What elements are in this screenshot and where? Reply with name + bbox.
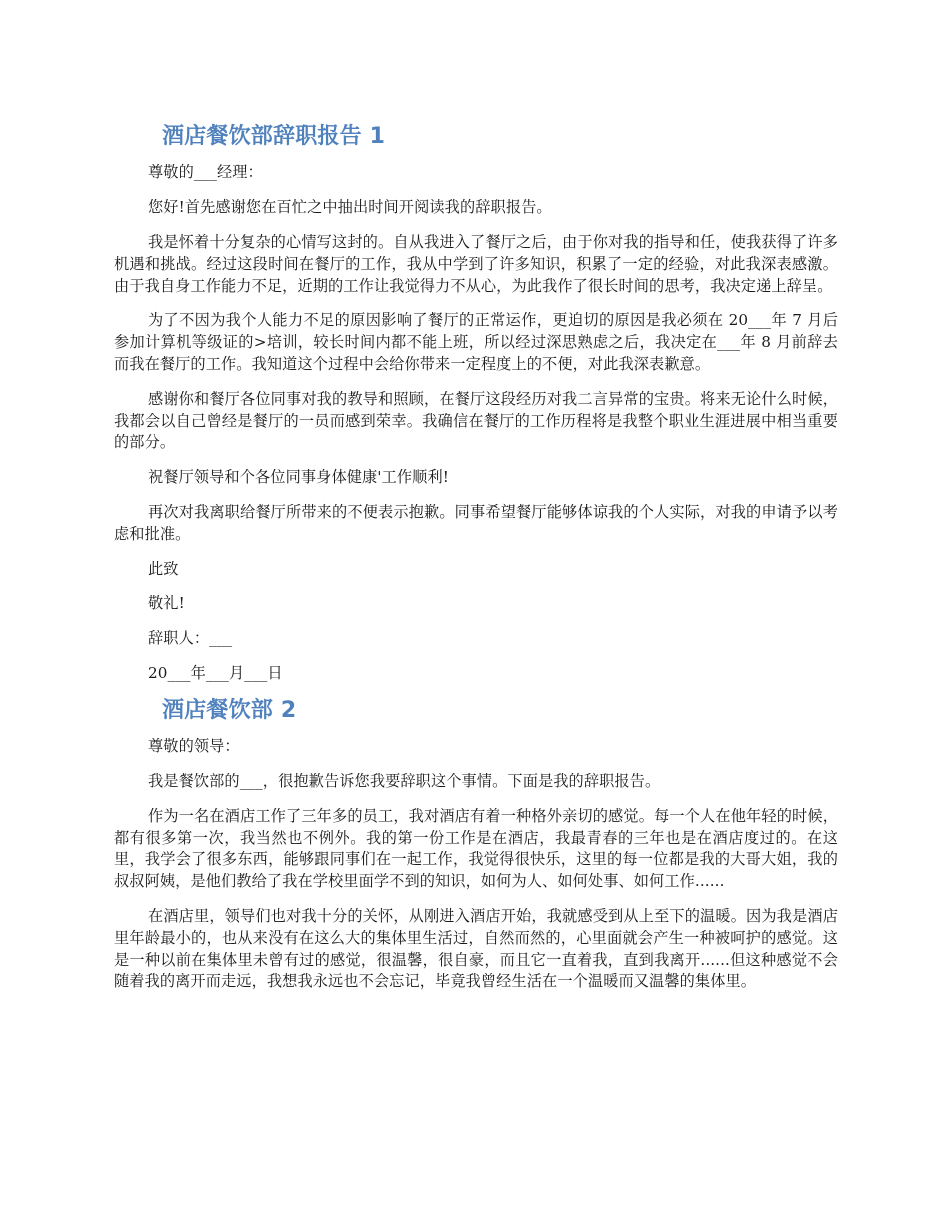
closing-line: 此致 bbox=[148, 559, 179, 578]
body-paragraph: 为了不因为我个人能力不足的原因影响了餐厅的正常运作，更迫切的原因是我必须在 20___年 7 月后参加计算机等级证的>培训，较长时间内都不能上班，所以经过深思熟虑之后，我决定在___年 8 月前辞去而我在餐厅的工作。我知道这个过程中会给你带来一定程度上的不便，对此我深表歉意。 bbox=[114, 311, 838, 373]
signature-line: 辞职人：___ bbox=[148, 629, 233, 648]
salutation: 尊敬的领导： bbox=[148, 737, 240, 756]
intro-paragraph: 我是餐饮部的___，很抱歉告诉您我要辞职这个事情。下面是我的辞职报告。 bbox=[148, 771, 661, 790]
closing-salute: 敬礼! bbox=[148, 594, 185, 613]
body-paragraph: 感谢你和餐厅各位同事对我的教导和照顾，在餐厅这段经历对我二言异常的宝贵。将来无论什么时候，我都会以自己曾经是餐厅的一员而感到荣幸。我确信在餐厅的工作历程将是我整个职业生涯进展中相当重要的部分。 bbox=[114, 389, 838, 452]
section-1-title: 酒店餐饮部辞职报告 1 bbox=[162, 124, 386, 149]
body-paragraph: 作为一名在酒店工作了三年多的员工，我对酒店有着一种格外亲切的感觉。每一个人在他年轻的时候，都有很多第一次，我当然也不例外。我的第一份工作是在酒店，我最青春的三年也是在酒店度过的。在这里，我学会了很多东西，能够跟同事们在一起工作，我觉得很快乐，这里的每一位都是我的大哥大姐，我的叔叔阿姨，是他们教给了我在学校里面学不到的知识，如何为人、如何处事、如何工作...... bbox=[114, 806, 838, 891]
wish-paragraph: 祝餐厅领导和个各位同事身体健康'工作顺利! bbox=[148, 468, 449, 487]
greeting-paragraph: 您好!首先感谢您在百忙之中抽出时间开阅读我的辞职报告。 bbox=[148, 198, 552, 217]
salutation: 尊敬的___经理： bbox=[148, 163, 263, 182]
section-2-title: 酒店餐饮部 2 bbox=[162, 697, 297, 723]
document-body bbox=[114, 124, 838, 1006]
body-paragraph: 在酒店里，领导们也对我十分的关怀，从刚进入酒店开始，我就感受到从上至下的温暖。因为我是酒店里年龄最小的，也从来没有在这么大的集体里生活过，自然而然的，心里面就会产生一种被呵护的感觉。这是一种以前在集体里未曾有过的感觉，很温馨，很自豪，而且它一直着我，直到我离开......但这种感觉不会随着我的离开而走远，我想我永远也不会忘记，毕竟我曾经生活在一个温暖而又温馨的集体里。 bbox=[114, 906, 838, 991]
body-paragraph: 我是怀着十分复杂的心情写这封的。自从我进入了餐厅之后，由于你对我的指导和任，使我获得了许多机遇和挑战。经过这段时间在餐厅的工作，我从中学到了许多知识，积累了一定的经验，对此我深表感激。由于我自身工作能力不足，近期的工作让我觉得力不从心，为此我作了很长时间的思考，我决定递上辞呈。 bbox=[114, 232, 838, 295]
date-line: 20___年___月___日 bbox=[148, 663, 283, 682]
body-paragraph: 再次对我离职给餐厅所带来的不便表示抱歉。同事希望餐厅能够体谅我的个人实际，对我的申请予以考虑和批准。 bbox=[114, 502, 838, 543]
